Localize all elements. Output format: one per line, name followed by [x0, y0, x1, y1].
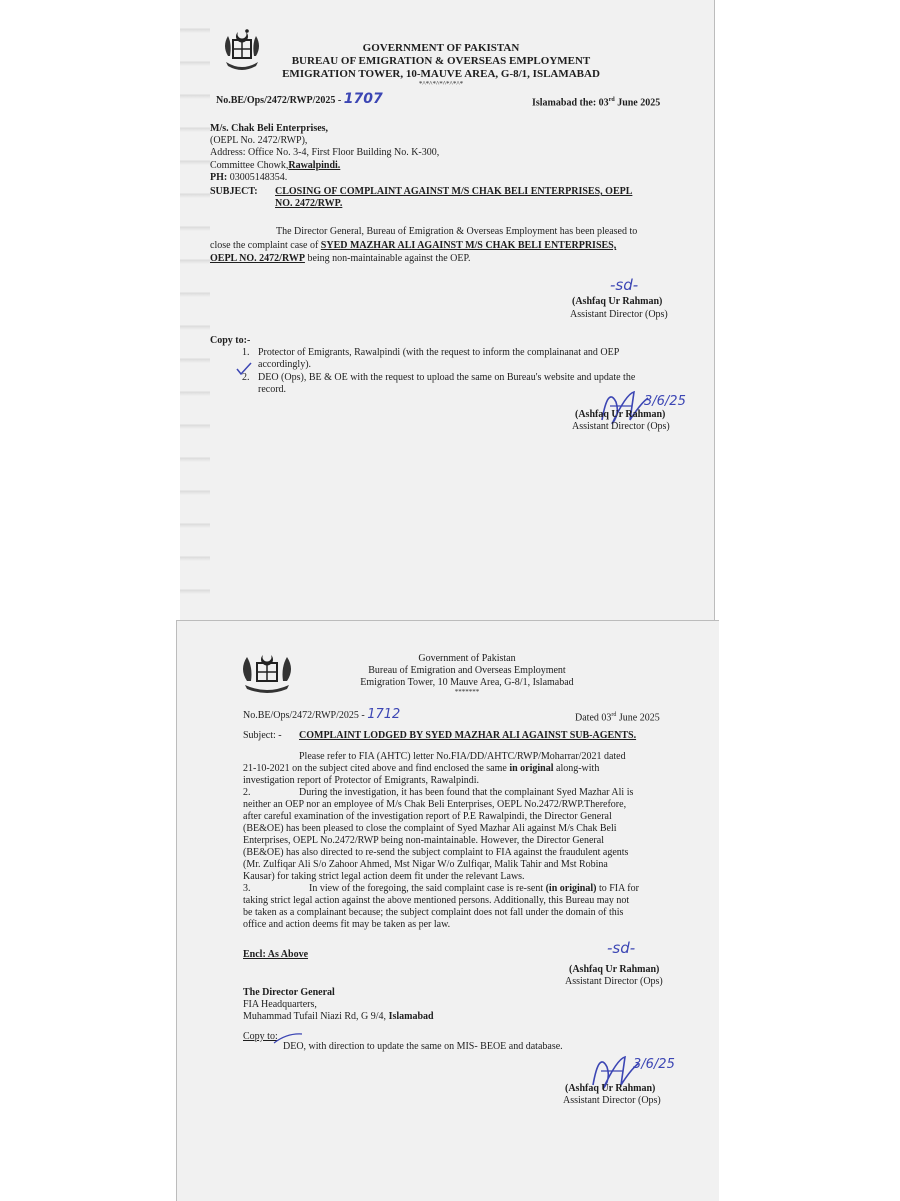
para-2-line-3: after careful examination of the investigation report of P.E Rawalpindi, the Director General	[243, 811, 612, 822]
para-3-line-2: taking strict legal action against the above mentioned persons. Additionally, this Bureau may not	[243, 895, 630, 906]
para-3-line-1	[309, 883, 639, 895]
para-1-bold: in original	[509, 763, 554, 774]
recipient-address-1: Address: Office No. 3-4, First Floor Building No. K-300,	[210, 147, 440, 158]
para-1-line-1: Please refer to FIA (AHTC) letter No.FIA/DD/AHTC/RWP/Moharrar/2021 dated	[299, 751, 626, 762]
para-2-line-6: (BE&OE) has also directed to re-send the subject complaint to FIA against the fraudulent agents	[243, 847, 629, 858]
subject-label: Subject: -	[243, 730, 282, 741]
signature-mark: -sd-	[610, 276, 639, 294]
enclosure-note: Encl: As Above	[243, 949, 309, 960]
copy-to-item: DEO, with direction to update the same on MIS- BEOE and database.	[283, 1041, 563, 1052]
phone-value: 03005148354.	[229, 172, 288, 183]
subject-line-2: NO. 2472/RWP.	[275, 198, 343, 209]
para-3-line-4: office and action deems fit may be taken as per law.	[243, 919, 451, 930]
para-1-line-2	[243, 763, 599, 775]
signatory-2-title: Assistant Director (Ops)	[572, 421, 670, 432]
copy-item-2-num: 2.	[242, 372, 250, 383]
para-3-bold: (in original)	[545, 883, 597, 894]
signatory-title: Assistant Director (Ops)	[570, 309, 668, 320]
signature-date: 3/6/25	[644, 394, 686, 409]
addressee-street: Muhammad Tufail Niazi Rd, G 9/4,	[243, 1011, 387, 1022]
state-emblem	[235, 649, 299, 695]
para-2-line-5: Enterprises, OEPL No.2472/RWP being non-maintainable. However, the Director General	[243, 835, 604, 846]
signatory-name: (Ashfaq Ur Rahman)	[569, 964, 660, 975]
reference-number	[243, 709, 400, 722]
para-2-line-2: neither an OEP nor an employee of M/s Chak Beli Enterprises, OEPL No.2472/RWP.Therefore,	[243, 799, 627, 810]
header-line-1: Government of Pakistan	[418, 653, 516, 664]
copy-item-2-line-1: DEO (Ops), BE & OE with the request to upload the same on Bureau's website and update the	[258, 372, 636, 383]
signatory-2-title: Assistant Director (Ops)	[563, 1095, 661, 1106]
reference-number	[216, 93, 383, 107]
addressee-line-3	[243, 1011, 434, 1023]
copy-to-label: Copy to:	[243, 1031, 278, 1042]
handwritten-reference: 1707	[343, 91, 383, 107]
reference-number-text: No.BE/Ops/2472/RWP/2025 -	[243, 710, 365, 721]
para-3-text: In view of the foregoing, the said complaint case is re-sent	[309, 883, 544, 894]
subject-label: SUBJECT:	[210, 186, 258, 197]
signatory-title: Assistant Director (Ops)	[565, 976, 663, 987]
recipient-name: M/s. Chak Beli Enterprises,	[210, 123, 329, 134]
copy-item-1-line-2: accordingly).	[258, 359, 312, 370]
signatory-name: (Ashfaq Ur Rahman)	[572, 296, 663, 307]
para-1-line-3: investigation report of Protector of Emigrants, Rawalpindi.	[243, 775, 480, 786]
header-line-2: BUREAU OF EMIGRATION & OVERSEAS EMPLOYMENT	[291, 55, 591, 67]
addressee-line-1: The Director General	[243, 987, 335, 998]
scan-artifact	[180, 0, 210, 620]
body-case-name: SYED MAZHAR ALI AGAINST M/S CHAK BELI ENTERPRISES,	[320, 240, 617, 251]
handwritten-reference: 1712	[367, 707, 401, 722]
addressee-line-2: FIA Headquarters,	[243, 999, 317, 1010]
copy-to-label: Copy to:-	[210, 335, 251, 346]
para-2-num: 2.	[243, 787, 251, 798]
para-2-line-8: Kausar) for taking strict legal action deem fit under the relevant Laws.	[243, 871, 525, 882]
checkmark-icon	[236, 362, 252, 376]
header-ornament: *^*^*^*^*^*^*	[418, 80, 464, 88]
recipient-oepl: (OEPL No. 2472/RWP),	[210, 135, 308, 146]
header-line-3: EMIGRATION TOWER, 10-MAUVE AREA, G-8/1, ISLAMABAD	[282, 68, 600, 80]
body-oepl: OEPL NO. 2472/RWP	[210, 253, 305, 264]
letter-page-1	[180, 0, 715, 620]
copy-item-2-line-2: record.	[258, 384, 287, 395]
signature-date: 3/6/25	[633, 1057, 675, 1072]
recipient-phone	[210, 172, 287, 184]
header-line-3: Emigration Tower, 10 Mauve Area, G-8/1, Islamabad	[360, 677, 574, 688]
phone-label: PH:	[210, 172, 228, 183]
subject-text: COMPLAINT LODGED BY SYED MAZHAR ALI AGAINST SUB-AGENTS.	[299, 730, 637, 741]
reference-number-text: No.BE/Ops/2472/RWP/2025 -	[216, 95, 342, 106]
para-1-text-end: along-with	[556, 763, 600, 774]
para-2-line-7: (Mr. Zulfiqar Ali S/o Zahoor Ahmed, Mst Nigar W/o Zulfiqar, Malik Tahir and Mst Robina	[243, 859, 608, 870]
body-line-2	[210, 240, 682, 252]
signature-mark: -sd-	[607, 939, 636, 957]
letter-page-2	[176, 620, 719, 1201]
copy-item-1-line-1: Protector of Emigrants, Rawalpindi (with the request to inform the complainanat and OEP	[258, 347, 620, 358]
body-line-1: The Director General, Bureau of Emigration & Overseas Employment has been pleased to	[276, 226, 638, 237]
header-line-2: Bureau of Emigration and Overseas Employment	[368, 665, 566, 676]
letter-date: Islamabad the: 03rd June 2025	[532, 97, 661, 109]
body-text-end: being non-maintainable against the OEP.	[307, 253, 471, 264]
para-3-text-end: to FIA for	[598, 883, 639, 894]
body-line-3	[210, 253, 470, 265]
para-3-line-3: be taken as a complainant because; the subject complaint does not fall under the domain of this	[243, 907, 624, 918]
signatory-2-name: (Ashfaq Ur Rahman)	[575, 409, 666, 420]
copy-item-1-num: 1.	[242, 347, 250, 358]
address-street: Committee Chowk,	[210, 160, 289, 171]
subject-line-1: CLOSING OF COMPLAINT AGAINST M/S CHAK BELI ENTERPRISES, OEPL	[275, 186, 633, 197]
body-text: close the complaint case of	[210, 240, 319, 251]
signatory-2-name: (Ashfaq Ur Rahman)	[565, 1083, 656, 1094]
header-line-1: GOVERNMENT OF PAKISTAN	[362, 42, 520, 54]
header-ornament: *******	[454, 688, 480, 696]
para-3-num: 3.	[243, 883, 251, 894]
address-city: Rawalpindi.	[288, 160, 341, 171]
addressee-city: Islamabad	[388, 1011, 434, 1022]
para-1-text: 21-10-2021 on the subject cited above and find enclosed the same	[243, 763, 507, 774]
para-2-line-4: (BE&OE) has been pleased to close the complaint of Syed Mazhar Ali against M/s Chak Beli	[243, 823, 617, 834]
recipient-address-2	[210, 160, 340, 172]
state-emblem	[218, 26, 266, 74]
letter-date: Dated 03rd June 2025	[575, 712, 660, 724]
para-2-line-1: During the investigation, it has been found that the complainant Syed Mazhar Ali is	[299, 787, 634, 798]
